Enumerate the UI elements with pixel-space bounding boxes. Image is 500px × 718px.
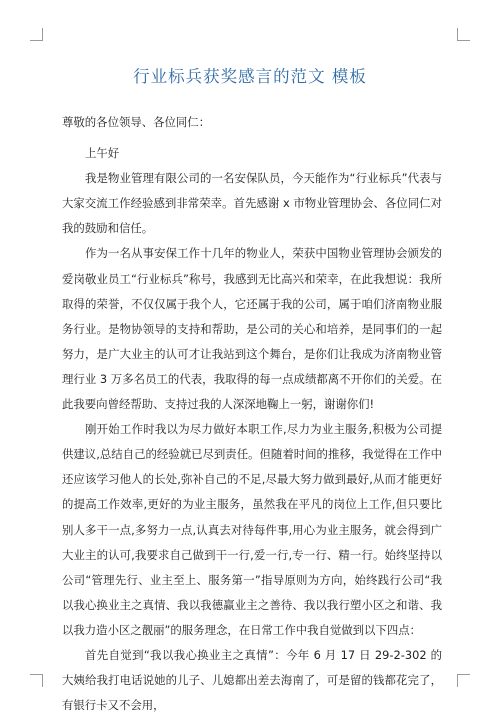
document-title: 行业标兵获奖感言的范文 模板 <box>133 67 367 86</box>
salutation: 尊敬的各位领导、各位同仁： <box>62 115 211 129</box>
paragraph-intro: 我是物业管理有限公司的一名安保队员，今天能作为“行业标兵”代表与大家交流工作经验感到非常荣幸。首先感谢 x 市物业管理协会、各位同仁对我的鼓励和信任。 <box>62 171 442 236</box>
crop-mark-top-left <box>30 28 43 41</box>
document-body <box>62 110 442 718</box>
paragraph-work-experience: 刚开始工作时我以为尽力做好本职工作,尽力为业主服务,积极为公司提供建议,总结自己的经验就已尽到责任。但随着时间的推移，我觉得在工作中还应该学习他人的长处,弥补自己的不足,尽最大努力做到最好,从而才能更好的提高工作效率,更好的为业主服务，虽然我在平凡的岗位上工作,但只要比别人多干一点,多努力一点,认真去对待每件事,用心为业主服务，就会得到广大业主的认可,我要求自己做到干一行,爱一行,专一行、精一行。始终坚持以公司“管理先行、业主至上、服务第一”指导原则为方向，始终践行公司“我以我心换业主之真情、我以我德赢业主之善待、我以我行塑小区之和谐、我以我力造小区之靓丽”的服务理念，在日常工作中我自觉做到以下四点： <box>62 422 442 637</box>
greeting: 上午好 <box>85 146 120 161</box>
crop-mark-bottom-right <box>457 674 470 687</box>
crop-mark-bottom-left <box>30 674 43 687</box>
paragraph-point-one: 首先自觉到“我以我心换业主之真情”：今年 6 月 17 日 29-2-302 的大姨给我打电话说她的儿子、儿媳都出差去海南了，可是留的钱都花完了，有银行卡又不会用， <box>62 647 442 713</box>
paragraph-award: 作为一名从事安保工作十几年的物业人，荣获中国物业管理协会颁发的爱岗敬业员工“行业标兵”称号，我感到无比高兴和荣幸，在此我想说：我所取得的荣誉，不仅仅属于我个人，它还属于我的公司，属于咱们济南物业服务行业。是物协领导的支持和帮助，是公司的关心和培养，是同事们的一起努力，是广大业主的认可才让我站到这个舞台，是你们让我成为济南物业管理行业 3 万多名员工的代表，我取得的每一点成绩都离不开你们的关爱。在此我要向曾经帮助、支持过我的人深深地鞠上一躬，谢谢你们! <box>62 246 442 412</box>
crop-mark-top-right <box>457 28 470 41</box>
